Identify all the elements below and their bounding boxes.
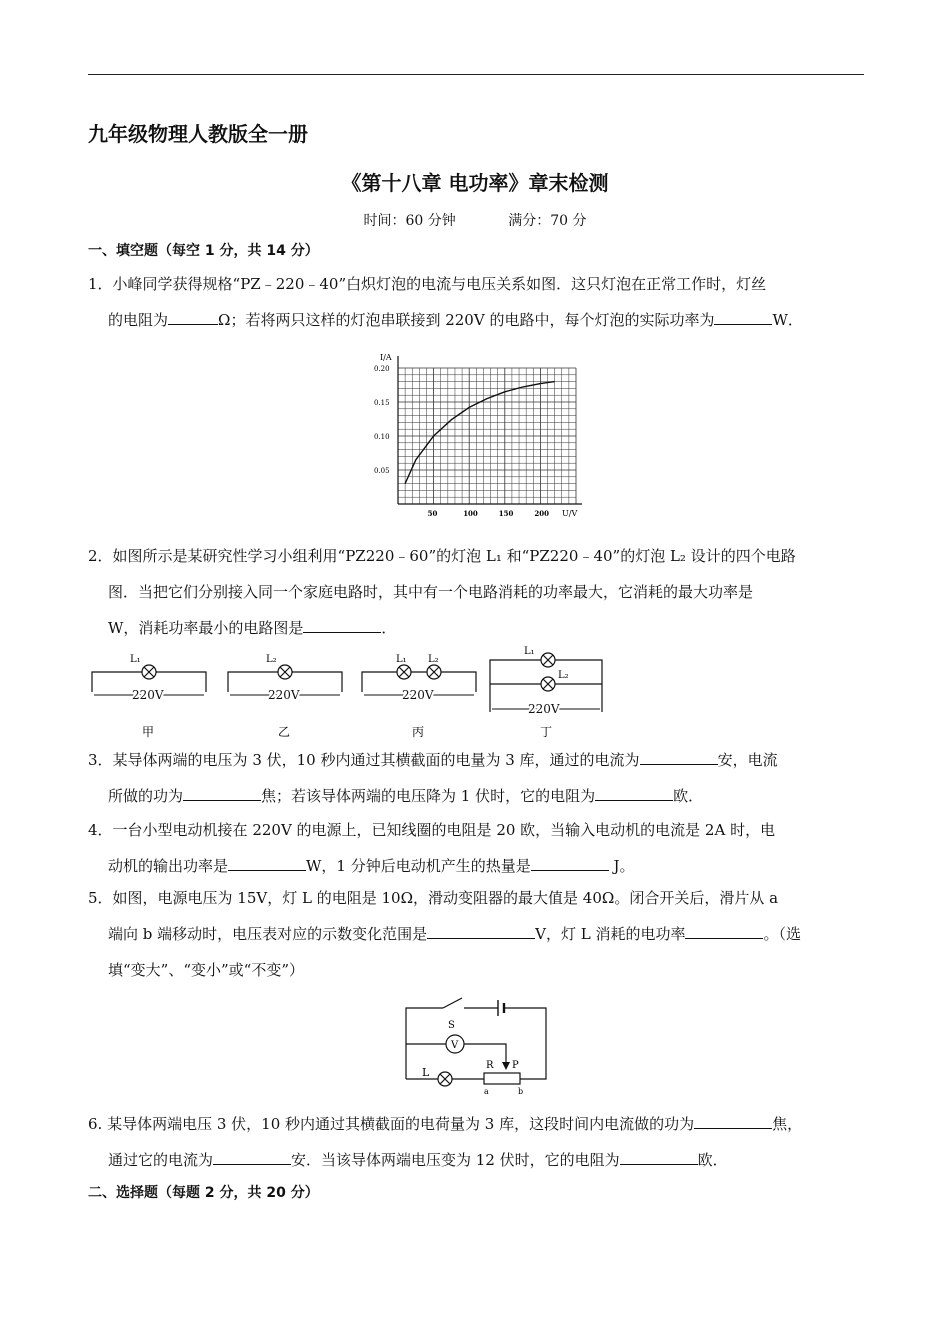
circuit-bing: [362, 654, 476, 739]
lamp-icon: [397, 665, 411, 679]
iv-curve: [405, 382, 554, 484]
svg-text:L₂: L₂: [266, 654, 277, 665]
blank[interactable]: [228, 852, 306, 871]
svg-text:b: b: [518, 1087, 524, 1096]
svg-text:R: R: [486, 1060, 494, 1071]
svg-text:L₂: L₂: [558, 670, 569, 681]
svg-text:L: L: [422, 1066, 430, 1079]
blank[interactable]: [168, 306, 218, 325]
question-2: 2．如图所示是某研究性学习小组利用“PZ220﹣60”的灯泡 L₁ 和“PZ220﹣40”的灯泡 L₂ 设计的四个电路 图．当把它们分别接入同一个家庭电路时，其中有一个电路消耗的功率最大，它消耗的最大功率是 W，消耗功率最小的电路图是 ．: [88, 547, 796, 637]
label-yi: 乙: [278, 725, 291, 739]
circuit-ding: [490, 646, 602, 739]
svg-text:V: V: [451, 1040, 459, 1051]
iv-chart: [368, 350, 588, 520]
blank[interactable]: [183, 782, 261, 801]
section-1-heading: 一、填空题（每空 1 分，共 14 分）: [88, 243, 319, 259]
svg-text:L₂: L₂: [428, 654, 439, 665]
blank[interactable]: [595, 782, 673, 801]
svg-text:S: S: [448, 1020, 455, 1031]
four-circuits: [86, 642, 616, 742]
circuit-jia: [92, 654, 206, 739]
svg-text:L₁: L₁: [524, 646, 535, 657]
lamp-icon: [142, 665, 156, 679]
svg-text:220V: 220V: [528, 702, 560, 716]
section-2-heading: 二、选择题（每题 2 分，共 20 分）: [88, 1185, 319, 1201]
blank[interactable]: [694, 1110, 772, 1129]
exam-info: [0, 210, 950, 230]
y-tick-label: 0.15: [374, 399, 390, 407]
label-bing: 丙: [412, 725, 425, 739]
x-tick-label: 200: [534, 509, 550, 518]
svg-text:L₁: L₁: [130, 654, 141, 665]
label-jia: 甲: [142, 725, 155, 739]
label-ding: 丁: [540, 725, 553, 739]
question-1: 1．小峰同学获得规格“PZ﹣220﹣40”白炽灯泡的电流与电压关系如图．这只灯泡在正常工作时，灯丝 的电阻为 Ω；若将两只这样的灯泡串联接到 220V 的电路中，每个灯泡的实际功率为 W．: [88, 275, 803, 329]
question-4: 4．一台小型电动机接在 220V 的电源上，已知线圈的电阻是 20 欧，当输入电动机的电流是 2A 时，电 动机的输出功率是 W，1 分钟后电动机产生的热量是 J。: [88, 821, 776, 875]
blank[interactable]: [303, 614, 381, 633]
blank[interactable]: [640, 746, 718, 765]
lamp-icon: [278, 665, 292, 679]
svg-text:220V: 220V: [132, 688, 164, 702]
question-6: 6. 某导体两端电压 3 伏，10 秒内通过其横截面的电荷量为 3 库，这段时间内电流做的功为 焦， 通过它的电流为 安．当该导体两端电压变为 12 伏时，它的电阻为 欧．: [88, 1106, 868, 1178]
y-tick-label: 0.20: [374, 365, 390, 373]
blank[interactable]: [714, 306, 772, 325]
blank[interactable]: [531, 852, 609, 871]
svg-text:a: a: [484, 1087, 489, 1096]
svg-text:220V: 220V: [402, 688, 434, 702]
question-5: 5．如图，电源电压为 15V，灯 L 的电阻是 10Ω，滑动变阻器的最大值是 40Ω。闭合开关后，滑片从 a 端向 b 端移动时，电压表对应的示数变化范围是 V，灯 L 消耗的电功率 。（选 填“变大”、“变小”或“不变”）: [88, 889, 801, 979]
lamp-icon: [427, 665, 441, 679]
svg-text:P: P: [512, 1060, 519, 1071]
x-tick-label: 100: [463, 509, 478, 518]
question-3: 3．某导体两端的电压为 3 伏，10 秒内通过其横截面的电量为 3 库，通过的电流为 安，电流 所做的功为 焦；若该导体两端的电压降为 1 伏时，它的电阻为 欧．: [88, 742, 868, 814]
exam-time: 时间：60 分钟: [363, 213, 456, 229]
x-axis-label: U/V: [562, 509, 578, 518]
blank[interactable]: [685, 920, 763, 939]
y-axis-label: I/A: [380, 353, 392, 362]
grade-label: 九年级物理人教版全一册: [88, 122, 308, 146]
exam-score: 满分：70 分: [508, 213, 587, 229]
q5-circuit: [398, 994, 554, 1096]
top-rule: [88, 74, 864, 75]
blank[interactable]: [213, 1146, 291, 1165]
lamp-icon: [541, 677, 555, 691]
blank[interactable]: [620, 1146, 698, 1165]
rheostat-icon: [484, 1073, 520, 1084]
page-title: 《第十八章 电功率》章末检测: [341, 171, 609, 195]
x-tick-label: 150: [498, 509, 514, 518]
blank[interactable]: [427, 920, 535, 939]
lamp-icon: [541, 653, 555, 667]
svg-text:220V: 220V: [268, 688, 300, 702]
y-tick-label: 0.05: [374, 467, 390, 475]
y-tick-label: 0.10: [374, 433, 390, 441]
svg-text:L₁: L₁: [396, 654, 407, 665]
x-tick-label: 50: [427, 509, 438, 518]
switch-icon: [443, 998, 462, 1008]
circuit-yi: [228, 654, 342, 739]
